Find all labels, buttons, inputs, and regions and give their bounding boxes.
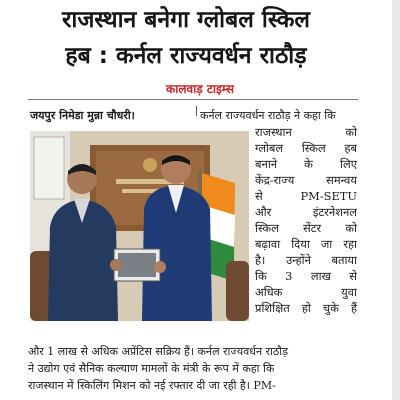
column-line: और इंटरनेशनल	[255, 205, 357, 219]
photo-illustration	[30, 131, 249, 321]
column-line: बनाने के लिए	[255, 157, 357, 171]
article-line: राजस्थान में स्किलिंग मिशन को नई रफ्तार दी जा रही है। PM-	[28, 379, 276, 392]
publication-name: कालवाड़ टाइम्स	[166, 82, 234, 96]
article-line: और 1 लाख से अधिक अप्रेंटिस सक्रिय हैं। कर्नल राज्यवर्धन राठौड़	[28, 345, 289, 358]
column-line: केंद्र-राज्य समन्वय	[255, 173, 357, 187]
page-edge	[392, 0, 400, 400]
column-line: अधिक युवा	[255, 285, 357, 299]
headline-line-2: हब : कर्नल राज्यवर्धन राठौड़	[65, 43, 307, 69]
article-line: ने उद्योग एवं सैनिक कल्याण मामलों के मंत्री के रूप में कहा कि	[28, 362, 275, 375]
column-line: स्किल सेंटर को	[255, 221, 357, 235]
headline	[16, 2, 356, 74]
headline-line-1: राजस्थान बनेगा ग्लोबल स्किल	[61, 7, 311, 33]
article-intro: कर्नल राज्यवर्धन राठौड़ ने कहा कि	[200, 109, 336, 122]
column-line: प्रशिक्षित हो चुके हैं	[255, 301, 357, 315]
article-column	[255, 124, 357, 316]
byline: जयपुर निमेडा मुन्ना चौधरी।	[30, 109, 135, 122]
news-photo	[30, 131, 249, 321]
column-line: राजस्थान को	[255, 125, 357, 139]
column-line: बढ़ावा दिया जा रहा	[255, 237, 357, 251]
divider-rule	[28, 99, 358, 100]
column-line: है। उन्होंने बताया	[255, 253, 357, 267]
column-line: कि 3 लाख से	[255, 269, 357, 283]
column-line: ग्लोबल स्किल हब	[255, 141, 357, 155]
column-line: से PM-SETU	[255, 189, 357, 203]
